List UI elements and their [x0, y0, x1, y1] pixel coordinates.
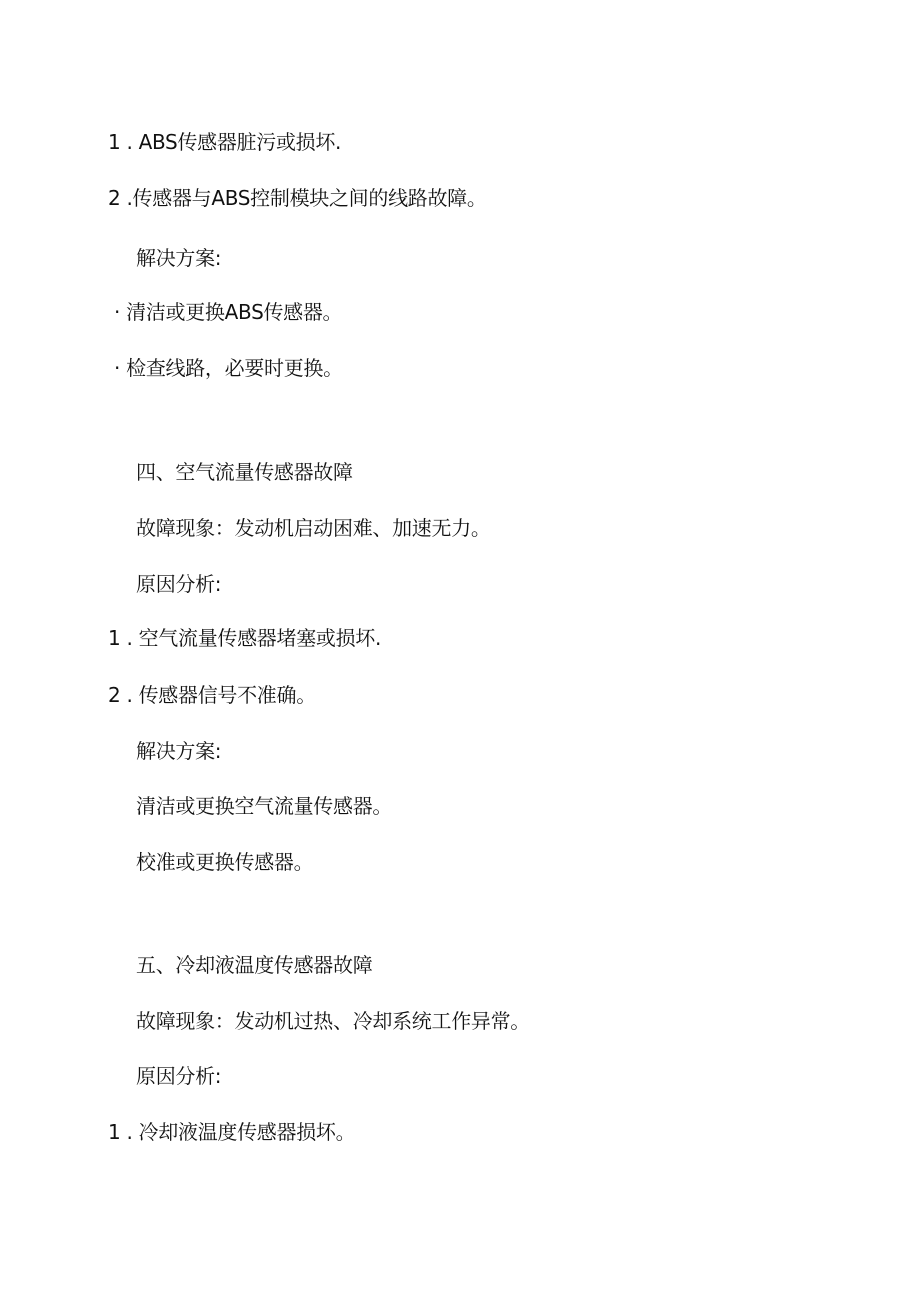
maf-cause-heading: 原因分析:: [136, 572, 222, 596]
maf-cause-1: 1 . 空气流量传感器堵塞或损坏.: [108, 626, 382, 650]
maf-solution-heading: 解决方案:: [136, 739, 222, 763]
abs-cause-1: 1 . ABS传感器脏污或损坏.: [108, 130, 342, 154]
ect-cause-1: 1 . 冷却液温度传感器损坏。: [108, 1120, 356, 1144]
maf-solution-1: 清洁或更换空气流量传感器。: [136, 794, 393, 818]
abs-solution-heading: 解决方案:: [136, 246, 222, 270]
abs-solution-2: · 检查线路，必要时更换。: [114, 356, 343, 380]
ect-cause-heading: 原因分析:: [136, 1064, 222, 1088]
maf-symptom: 故障现象：发动机启动困难、加速无力。: [136, 516, 491, 540]
abs-cause-2: 2 .传感器与ABS控制模块之间的线路故障。: [108, 186, 487, 210]
maf-cause-2: 2 . 传感器信号不准确。: [108, 683, 316, 707]
section-heading-5: 五、冷却液温度传感器故障: [136, 953, 373, 977]
maf-solution-2: 校准或更换传感器。: [136, 850, 314, 874]
abs-solution-1: · 清洁或更换ABS传感器。: [114, 300, 343, 324]
ect-symptom: 故障现象：发动机过热、冷却系统工作异常。: [136, 1009, 530, 1033]
section-heading-4: 四、空气流量传感器故障: [136, 460, 353, 484]
